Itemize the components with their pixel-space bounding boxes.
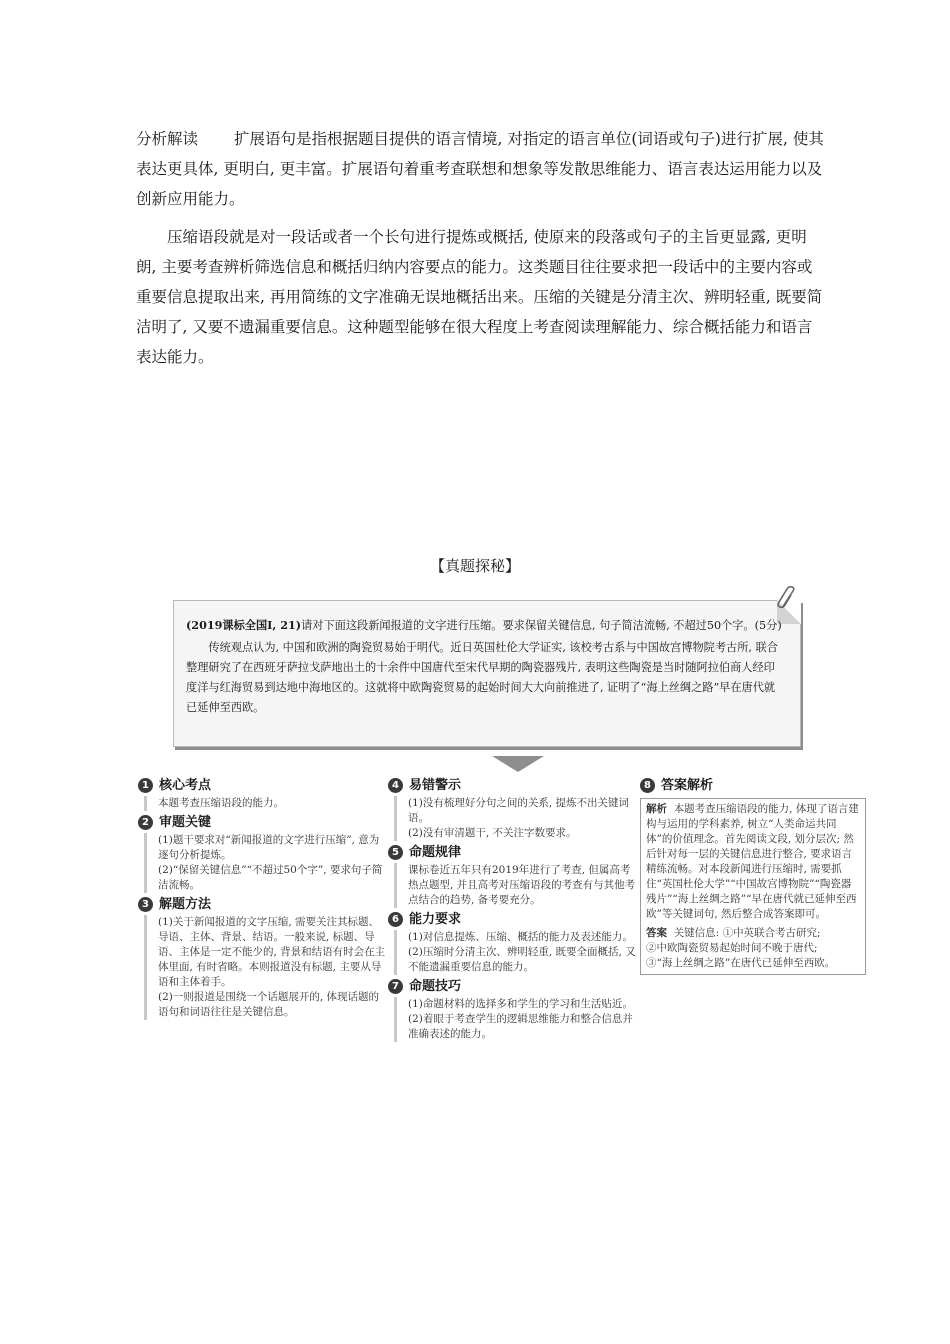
section-patterns xyxy=(388,843,640,863)
question-prompt: 请对下面这段新闻报道的文字进行压缩。要求保留关键信息, 句子简洁流畅, 不超过50个字。(5分) xyxy=(301,619,782,632)
body-line: (1)命题材料的选择多和学生的学习和生活贴近。 xyxy=(408,998,633,1010)
intro-paragraph-1-text: 扩展语句是指根据题目提供的语言情境, 对指定的语言单位(词语或句子)进行扩展, 使其表达更具体, 更明白, 更丰富。扩展语句着重考查联想和想象等发散思维能力、语言表达运用能力以及创新应用能力。 xyxy=(136,130,824,208)
section-body xyxy=(388,930,640,975)
body-line: (2)压缩时分清主次、辨明轻重, 既要全面概括, 又不能遗漏重要信息的能力。 xyxy=(408,946,636,973)
section-body xyxy=(388,796,640,841)
section-body xyxy=(388,997,640,1042)
section-heading: 能力要求 xyxy=(409,912,462,927)
body-text: 本题考查压缩语段的能力。 xyxy=(158,797,284,809)
question-text xyxy=(186,615,784,718)
analysis-paragraph xyxy=(646,802,860,922)
number-badge: 6 xyxy=(388,912,403,927)
section-heading: 解题方法 xyxy=(159,897,212,912)
section-answer-analysis xyxy=(640,776,866,796)
section-body xyxy=(388,863,640,908)
analysis-text: 本题考查压缩语段的能力, 体现了语言建构与运用的学科素养, 树立“人类命运共同体”的价值理念。首先阅读文段, 划分层次; 然后针对每一层的关键信息进行整合, 要求语言精练流畅。对本段新闻进行压缩时, 需要抓住“英国杜伦大学”“中国故宫博物院”“陶瓷器残片”“海上丝绸之路”“早在唐代就已延伸至西欧”等关键词句, 然后整合成答案即可。 xyxy=(646,803,859,920)
section-heading: 答案解析 xyxy=(661,778,714,793)
answer-line-3: ③“海上丝绸之路”在唐代已延伸至西欧。 xyxy=(646,957,836,969)
intro-paragraph-2: 压缩语段就是对一段话或者一个长句进行提炼或概括, 使原来的段落或句子的主旨更显露, 更明朗, 主要考查辨析筛选信息和概括归纳内容要点的能力。这类题目往往要求把一段话中的主要内容或重要信息提取出来, 再用简练的文字准确无误地概括出来。压缩的关键是分清主次、辨明轻重, 既要简洁明了, 又要不遗漏重要信息。这种题型能够在很大程度上考查阅读理解能力、综合概括能力和语言表达能力。 xyxy=(136,228,823,366)
body-line: (1)对信息提炼、压缩、概括的能力及表述能力。 xyxy=(408,931,633,943)
body-line: (2)“保留关键信息”“不超过50个字”, 要求句子简洁流畅。 xyxy=(158,864,383,891)
body-line: (2)没有审清题干, 不关注字数要求。 xyxy=(408,827,577,839)
body-line: (2)一则报道是围绕一个话题展开的, 体现话题的语句和词语往往是关键信息。 xyxy=(158,991,380,1018)
answer-text: 关键信息: ①中英联合考古研究; xyxy=(673,927,821,939)
column-3 xyxy=(640,776,866,975)
section-abilities xyxy=(388,910,640,930)
section-heading: 审题关键 xyxy=(159,815,212,830)
section-body xyxy=(138,833,386,893)
question-card xyxy=(173,600,801,747)
section-title: 【真题探秘】 xyxy=(429,557,520,575)
section-core-topic xyxy=(138,776,386,796)
answer-box xyxy=(640,798,866,975)
section-pitfalls xyxy=(388,776,640,796)
question-body: 传统观点认为, 中国和欧洲的陶瓷贸易始于明代。近日英国杜伦大学证实, 该校考古系与中国故宫博物院考古所, 联合整理研究了在西班牙萨拉戈萨地出土的十余件中国唐代至宋代早期的陶瓷器残片, 表明这些陶瓷是当时随阿拉伯商人经印度洋与红海贸易到达地中海地区的。这就将中欧陶瓷贸易的起始时间大大向前推进了, 证明了“海上丝绸之路”早在唐代就已延伸至西欧。 xyxy=(186,641,778,714)
number-badge: 8 xyxy=(640,778,655,793)
body-text: 课标卷近五年只有2019年进行了考查, 但属高考热点题型, 并且高考对压缩语段的考查有与其他考点结合的趋势, 备考要充分。 xyxy=(408,864,636,906)
body-line: (1)题干要求对“新闻报道的文字进行压缩”, 意为逐句分析提炼。 xyxy=(158,834,380,861)
intro-text xyxy=(136,124,826,372)
answer-label: 答案 xyxy=(646,927,667,939)
column-2 xyxy=(388,776,640,1044)
question-source: (2019课标全国Ⅰ, 21) xyxy=(186,618,302,632)
number-badge: 7 xyxy=(388,979,403,994)
section-key-points xyxy=(138,813,386,833)
section-heading: 易错警示 xyxy=(409,778,462,793)
analysis-label: 解析 xyxy=(646,803,667,815)
number-badge: 1 xyxy=(138,778,153,793)
section-body xyxy=(138,796,386,811)
number-badge: 3 xyxy=(138,897,153,912)
answer-line-2: ②中欧陶瓷贸易起始时间不晚于唐代; xyxy=(646,942,818,954)
section-body xyxy=(138,915,386,1020)
intro-lead-label: 分析解读 xyxy=(136,130,199,148)
number-badge: 2 xyxy=(138,815,153,830)
section-method xyxy=(138,895,386,915)
body-line: (2)着眼于考查学生的逻辑思维能力和整合信息并准确表述的能力。 xyxy=(408,1013,633,1040)
column-1 xyxy=(138,776,386,1022)
number-badge: 5 xyxy=(388,845,403,860)
question-head xyxy=(186,615,784,636)
number-badge: 4 xyxy=(388,778,403,793)
answer-line-1 xyxy=(646,926,860,941)
section-heading: 核心考点 xyxy=(159,778,212,793)
down-arrow-icon xyxy=(492,756,544,772)
section-heading: 命题规律 xyxy=(409,845,462,860)
section-heading: 命题技巧 xyxy=(409,979,462,994)
body-line: (1)没有梳理好分句之间的关系, 提炼不出关键词语。 xyxy=(408,797,630,824)
paperclip-icon xyxy=(776,586,798,612)
intro-paragraph-1 xyxy=(136,124,826,214)
section-techniques xyxy=(388,977,640,997)
body-line: (1)关于新闻报道的文字压缩, 需要关注其标题、导语、主体、背景、结语。一般来说, 标题、导语、主体是一定不能少的, 背景和结语有时会在主体里面, 有时省略。本则报道没有标题, 主要从导语和主体着手。 xyxy=(158,916,386,988)
